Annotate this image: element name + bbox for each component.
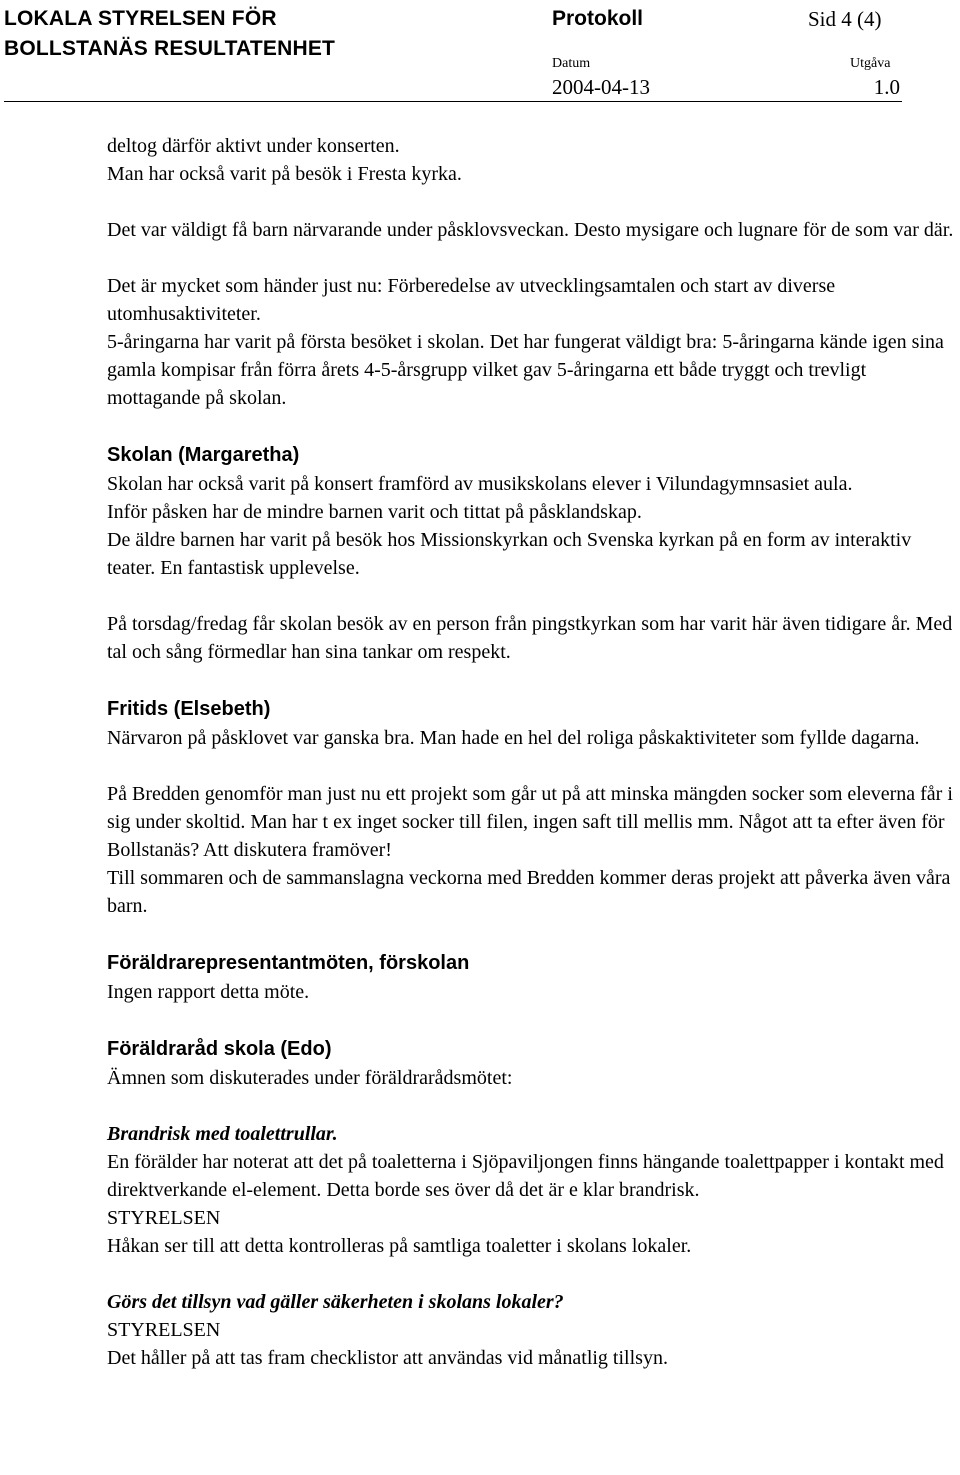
- paragraph: På torsdag/fredag får skolan besök av en person från pingstkyrkan som har varit här även tidigare år. Med tal och sång förmedlar han sina tankar om respekt.: [107, 613, 953, 663]
- spacer: [107, 1092, 957, 1120]
- date-value: 2004-04-13: [552, 75, 650, 99]
- spacer: [107, 582, 957, 610]
- paragraph: Ingen rapport detta möte.: [107, 981, 310, 1003]
- spacer: [107, 188, 957, 216]
- paragraph-line: deltog därför aktivt under konserten.: [107, 135, 400, 157]
- section-heading-fritids: Fritids (Elsebeth): [107, 698, 271, 720]
- version-value: 1.0: [873, 75, 900, 99]
- paragraph: Närvaron på påsklovet var ganska bra. Man hade en hel del roliga påskaktiviteter som fyllde dagarna.: [107, 727, 920, 749]
- spacer: [107, 1260, 957, 1288]
- spacer: [107, 412, 957, 440]
- document-type: Protokoll: [552, 7, 644, 30]
- subheading-tillsyn: Görs det tillsyn vad gäller säkerheten i skolans lokaler?: [107, 1291, 564, 1313]
- spacer: [107, 920, 957, 948]
- responsible-label: STYRELSEN: [107, 1319, 221, 1341]
- header-divider: [4, 101, 902, 102]
- responsible-label: STYRELSEN: [107, 1207, 221, 1229]
- spacer: [107, 666, 957, 694]
- section-heading-forskolan: Föräldrarepresentantmöten, förskolan: [107, 952, 470, 974]
- paragraph: De äldre barnen har varit på besök hos Missionskyrkan och Svenska kyrkan på en form av interaktiv teater. En fantastisk upplevelse.: [107, 529, 912, 579]
- paragraph: 5-åringarna har varit på första besöket i skolan. Det har fungerat väldigt bra: 5-åringarna kände igen sina gamla kompisar från förra årets 4-5-årsgrupp vilket gav 5-åringarna ett både tryggt och trevligt mottagande på skolan.: [107, 331, 944, 409]
- organization-name: [4, 4, 335, 64]
- page-number: Sid 4 (4): [808, 7, 882, 31]
- paragraph: Ämnen som diskuterades under föräldrarådsmötet:: [107, 1067, 513, 1089]
- version-label: Utgåva: [850, 56, 891, 71]
- paragraph-line: Man har också varit på besök i Fresta kyrka.: [107, 163, 462, 185]
- paragraph: Det var väldigt få barn närvarande under påsklovsveckan. Desto mysigare och lugnare för de som var där.: [107, 219, 954, 241]
- paragraph: Till sommaren och de sammanslagna veckorna med Bredden kommer deras projekt att påverka även våra barn.: [107, 867, 951, 917]
- organization-name-line1: LOKALA STYRELSEN FÖR: [4, 7, 277, 30]
- paragraph: På Bredden genomför man just nu ett projekt som går ut på att minska mängden socker som eleverna får i sig under skoltid. Man har t ex inget socker till filen, ingen saft till mellis mm. Något att ta efter även för Bollstanäs? Att diskutera framöver!: [107, 783, 953, 861]
- section-heading-foraldrarad: Föräldraråd skola (Edo): [107, 1038, 332, 1060]
- paragraph: Håkan ser till att detta kontrolleras på samtliga toaletter i skolans lokaler.: [107, 1235, 692, 1257]
- paragraph: En förälder har noterat att det på toaletterna i Sjöpaviljongen finns hängande toalettpapper i kontakt med direktverkande el-element. Detta borde ses över då det är e klar brandrisk.: [107, 1151, 944, 1201]
- paragraph: Inför påsken har de mindre barnen varit och tittat på påsklandskap.: [107, 501, 642, 523]
- document-body: [107, 132, 957, 1372]
- spacer: [107, 1006, 957, 1034]
- document-header: [0, 0, 960, 104]
- spacer: [107, 244, 957, 272]
- subheading-brandrisk: Brandrisk med toalettrullar.: [107, 1123, 338, 1145]
- paragraph: Det är mycket som händer just nu: Förberedelse av utvecklingsamtalen och start av diverse utomhusaktiviteter.: [107, 275, 836, 325]
- section-heading-skolan: Skolan (Margaretha): [107, 444, 300, 466]
- paragraph: Skolan har också varit på konsert framförd av musikskolans elever i Vilundagymnsasiet aula.: [107, 473, 853, 495]
- spacer: [107, 752, 957, 780]
- organization-name-line2: BOLLSTANÄS RESULTATENHET: [4, 37, 336, 60]
- date-label: Datum: [552, 56, 591, 71]
- paragraph: Det håller på att tas fram checklistor att användas vid månatlig tillsyn.: [107, 1347, 668, 1369]
